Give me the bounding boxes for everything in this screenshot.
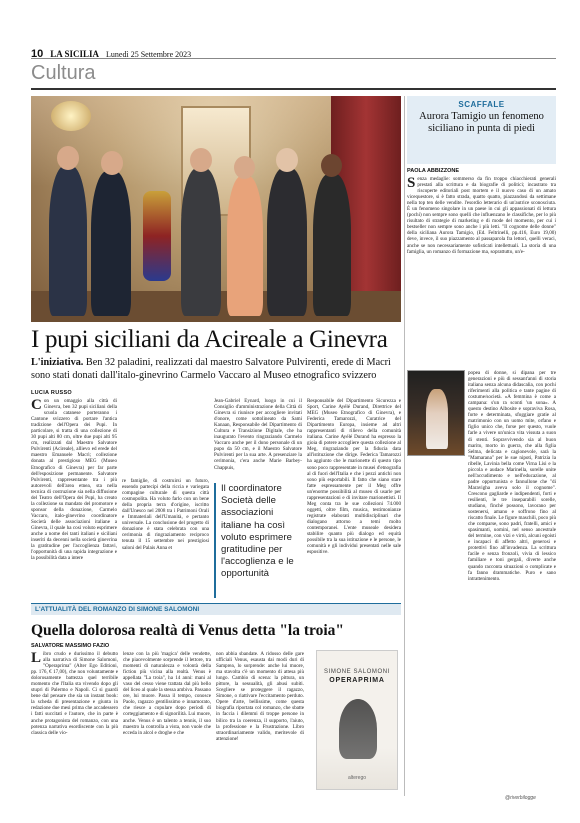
person-4 bbox=[227, 176, 263, 316]
main-column-3: Jean-Gabriel Eynard, luogo in cui il Consiglio d'amministrazione della Città di Ginevra si riunisce per accogliere invitati d'onore, come sottolineato da Sami Kanaan, Responsabile del Dipartimento di Cultura e Transizione Digitale, che ha inaugurato l'evento ringraziando Carmelo Vaccaro anche per il dono personale di un pupo da 50 cm, e il Maestro Salvatore Pulvirenti per la sua arte. A presenziare la cerimonia, c'era anche Marie Barbey-Chappuis, bbox=[214, 398, 302, 471]
person-3 bbox=[181, 168, 221, 316]
person-1-head bbox=[57, 146, 79, 170]
book-artwork bbox=[339, 699, 377, 759]
operaprima-book-cover bbox=[316, 650, 398, 790]
second-column-1: Libro crudo e durissimo il debutto alla narrativa di Simone Salomoni, "Operaprima" (Alter Ego Editioni, pp. 176, € 17,00), che non voluntamente e dolorosamente battezza quel terribile momento che l'Italia sta vivendo dopo gli stupri di Palermo e Napoli. Ci si guardi bene dal pensare che sia un instant book: la scheda di presentazione e giunta in redazione due mesi prima che accadessero i fatti succitati e l'autore, che in parte è anche protagonista del romanzo, con una potenza narrativa esordiscente con la più classica delle vio- bbox=[31, 650, 118, 736]
second-banner bbox=[31, 603, 401, 615]
second-banner-text: L'ATTUALITÀ DEL ROMANZO DI SIMONE SALOMONI bbox=[35, 606, 200, 613]
person-5 bbox=[267, 168, 307, 316]
main-headline: I pupi siciliani da Acireale a Ginevra bbox=[31, 326, 388, 353]
sidebar-byline: PAOLA ABBIZZONE bbox=[407, 168, 460, 174]
person-6-head bbox=[321, 154, 342, 177]
main-subhead-text: Ben 32 paladini, realizzati dal maestro Salvatore Pulvirenti, erede di Macrì sono stati donati dall'italo-ginevrino Carmelo Vaccaro al Museo etnografico svizzero bbox=[31, 357, 391, 381]
sidebar-book-cover bbox=[407, 370, 465, 456]
person-5-head bbox=[276, 148, 298, 172]
puppet-figure bbox=[143, 191, 171, 281]
background-chandelier bbox=[51, 101, 91, 131]
main-column-1: Con un omaggio alla città di Ginevra, ben 32 pupi siciliani della scuola catanese porteranno i Cantone svizzero di portare l'antica tradizione dell'Opera dei Pupi. In particolare, si tratta di una collezione di 30 pupi alti 80 cm, oltre due pupi alti 95 cm, realizzati dal Maestro Salvatore Pulvirenti (Acireale), allievo ed erede del maestro Emanuele Macrì; collezione donata al prestigioso MEG (Museo Etnografico di Ginevra) per far parte dell'esposizione permanente. Salvatore Pulvirenti, rappresentante tra i più autorevoli dell'area etnea, sta nella tecnica di costruzione sia nella diffusione del Teatro dell'Opera dei Pupi, ha creato la collezione su mandato del promotore e sponsor della donazione, Carmelo Vaccaro, italo-ginevrino coordinatore Società delle associazioni italiane a Ginevra, il quale ha così voluto esprimere anche a nome dei tanti italiani e siciliani inseriti da decenni nella società ginevrina la gratitudine per l'accoglienza fattavi, l'opportunità di una rapida integrazione e la possibilità data a intere bbox=[31, 397, 117, 562]
book-publisher: alterego bbox=[347, 775, 367, 781]
person-4-head bbox=[234, 156, 255, 179]
masthead bbox=[31, 44, 556, 58]
section-title: Cultura bbox=[31, 62, 96, 84]
main-byline: LUCIA RUSSO bbox=[31, 390, 72, 396]
person-3-head bbox=[190, 148, 212, 172]
pull-quote bbox=[214, 483, 302, 598]
sidebar-credit: @riverbilogge bbox=[505, 795, 536, 801]
paper-name: LA SICILIA bbox=[50, 49, 100, 59]
main-column-4: Responsabile del Dipartimento Sicurezza e Sport, Carine Ayélé Durand, Direttrice del MEG (Museo Etnografico di Ginevra), e Federica Tamarozzi, Curatrice del Dipartimento Europa, insieme ad altri rappresentanti di rilievo della comunità italiana. Carine Ayélé Durand ha espresso la gioia di potere accogliere questa collezione al Meg, ringraziando per la fiducia data all'istituzione che dirige. Federica Tamarozzi ha aggiunto che le marionette di questo tipo sono poco rappresentate in musei d'etnografia al di fuori dell'Italia e che i pezzi antichi non sono più esportabili. Il fatto che siano stare fatte espressamente per il Meg offre un'enorme possibilità al museo di usarle per rappresentazioni e di invitare marionettisti. Il Meg conta tra le sue collezioni 74.000 oggetti, oltre film, musica, testimonianze registrate elaborati multidisciplinari che dialogano attorno a temi molto contemporanei. L'ente museale desidera stabilire quanto più dialogo ed equità possibile tra la sua istituzione e le persone, le comunità e gli individui presentati nelle sale espositive. bbox=[307, 398, 401, 556]
sidebar-text-1: Senza medaglie: sommerso da fin troppo chiacchierati generali prestati alla scrittura e da biografie di politici; incastrato tra riscoperte editoriali post mortem e il nuovo caso di un amato vicequestore, si è fatto strada, quatto quatto, piazzandosi da settimane nella top ten delle vendite. l'esordio letterario di un'autrice sconosciuta. È un fenomeno singolare in un paese in cui gli appassionati di lettura (pochi) non sempre sono quelli che influenzano le classifiche, per lo più risultato di strategie di marketing e di mode del momento, per cui i bestseller non sempre sono anche i più letti. "Il cognome delle donne" della siciliana Aurora Tamigio, (Ed. Feltrinelli, pp.416, Euro 19,00) deve, invece, il suo piazzamento al passaparola fra lettori, quelli veraci, anche se non necessariamente sofisticati intellettuali. La storia di una famiglia, un romanzo di formazione ma, soprattutto, un'e- bbox=[407, 175, 556, 255]
scaffale-label: SCAFFALE bbox=[458, 100, 505, 109]
person-2 bbox=[91, 171, 131, 316]
sidebar-text-2: popea di donne, si dipana per tre generazioni e più di sessant'anni di storia italiana senza alcuna didascalia, con pochi riferimenti alla politica e tante pagine di costume/società. «A femmina è come a campana: s'un ra sconti 'un sona». A questo destino Albosite e sopraviva Rosa, forte e determinata, sfoggiare gratie al matrimonio con un uomo mite, orfano e figlio unico che, forse per questo, vuole farle a vivere un'unica vita vissuta a suon di stenti. Sopravvivendo sia al buon marito, morto in guerra, che alla figlia Selma, delicata e cagionevole, sarà la "Mamarana" per le sue nipoti, Patrizia la ribelle, Lavinia bella come Virna Lisi e la piccola e audace Marinella, sorelle unite nell'accudimento e nell'educazione, al padre opportunista e fannullone che "di Maravigha aveva solo il cognome". Crescono gagliarde e indipendenti, forti e resilienti, le tre inseparabili sorelle, studiano, finché possono, lavorano per sostenersi, amano e soffrono fino al riscatto finale. Le figure maschili, poco più che comparse, sono padri, fratelli, amici e spasimanti, uomini, nel senso ancestrale del termine, con vizi e virtù, alcuni egoisti e incapaci di affetto altri, generosi e protettivi fino all'invadenza. La scrittura facile e senza fronzoli, vivia di lessico familiare e toni gergali, diverte anche quando racconta situazioni o complicate e fa fanno drammatiche. Puro e sano intrattenimento. bbox=[468, 370, 556, 582]
main-subhead bbox=[31, 357, 403, 382]
sidebar-divider bbox=[404, 96, 405, 796]
scaffale-header bbox=[407, 96, 556, 164]
person-2-head bbox=[101, 151, 123, 175]
sidebar-title: Aurora Tamigio un fenomeno siciliano in punta di piedi bbox=[419, 111, 544, 134]
person-6 bbox=[313, 174, 351, 316]
person-1 bbox=[49, 166, 87, 316]
main-kicker: L'iniziativa. bbox=[31, 357, 84, 368]
section-rule bbox=[31, 88, 556, 90]
masthead-rule bbox=[31, 58, 556, 59]
pull-quote-text: Il coordinatore Società delle associazioni italiane ha così voluto esprimere gratitudine per l'accoglienza e le opportunità bbox=[221, 483, 294, 580]
second-column-3: non abbia sbandate. A ridosso delle gare ufficiali Venus, esausta dai modi duri di Samprea, lo sorprende: anche lui muore, ma stavolta c'è un momento di attesa più lungo. Cambio di scena: la pittura, un pittore, la sessualità, gli abusi subiti. Scegliere se proteggere il ragazzo, Simone, o riattivare l'eccitamento perduto. Opere d'arte, bellissime, come questa biografia riportata col romanzo, che sbatte in faccia i dilemmi di troppe persone in bilico tra la coerenza, il supporto, l'aiuto, la professione e la Frustrazione. Libro straordinariamente valido, meritevole di attenzione! bbox=[216, 651, 304, 742]
issue-date: Lunedì 25 Settembre 2023 bbox=[106, 50, 192, 59]
page-number: 10 bbox=[31, 48, 44, 60]
book-author: SIMONE SALOMONI bbox=[323, 669, 390, 675]
sidebar-text-2-continued bbox=[407, 458, 556, 788]
second-column-2: lenze con la più 'magica' delle vendette, che piacevolmente sorprende il lettore, tra momenti di naturalezza e volontà della fiction più vicina alla realtà. Venus è appellata "La troia", ha 14 anni: mani al vaso del cesso viene trattata dal più bello del liceo al quale la stessa ambiva. Passano ore, lui muore. Passa il tempo, conosce Paolo, ragazzo gentilissimo e innamorato, che riesce a copulare dopo periodi di corteggiamento e di signorilità. Lui muore, anche. Venus è un talento a tennis, il suo maestro la controlla a vista, non vuole che ecceda in alcol e droghe e che bbox=[123, 651, 211, 736]
second-byline: SALVATORE MASSIMO FAZIO bbox=[31, 643, 110, 649]
second-headline: Quella dolorosa realtà di Venus detta "la troia" bbox=[31, 622, 345, 639]
cover-figure bbox=[426, 389, 448, 449]
main-column-2: re famiglie, di costruirsi un futuro, essendo partecipi della riccia e variegata compagine culturale di questa città cosmopolita. Ha voluto farlo con un bene della propria terra d'origine, iscritto dall'Unesco nel 2008 tra i Patrimoni Orali e Immateriali dell'Umanità, e pertanto universale. La conclusione del progetto di donazione è stata celebrata con una cerimonia di ringraziamento reciproco tenuta il 15 settembre nei prestigiosi saloni del Palais Anna et bbox=[122, 478, 209, 551]
book-title: OPERAPRIMA bbox=[329, 677, 385, 684]
ceremony-photo bbox=[31, 96, 401, 322]
